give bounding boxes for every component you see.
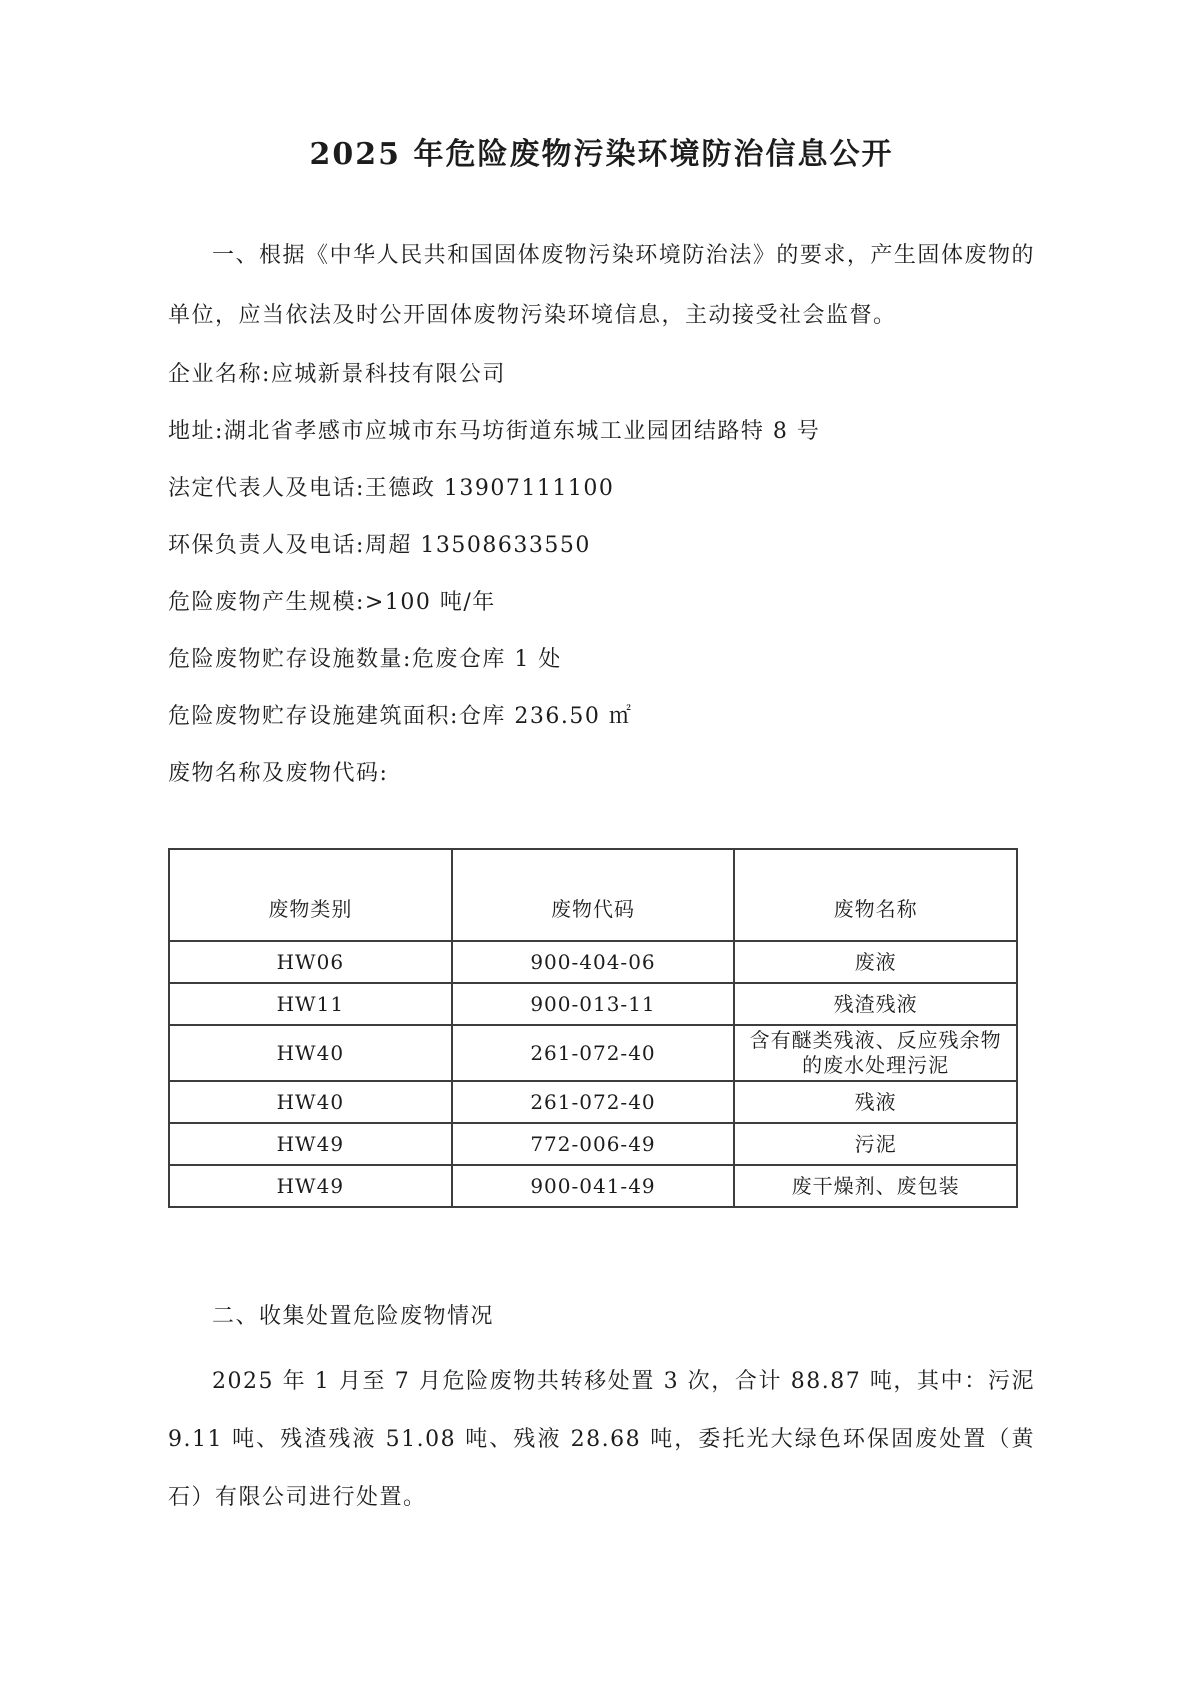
column-header-waste-name: 废物名称 (734, 849, 1017, 941)
table-row (169, 1123, 1017, 1165)
table-row (169, 1081, 1017, 1123)
cell-waste-category: HW40 (169, 1081, 452, 1123)
table-row (169, 1165, 1017, 1207)
cell-waste-code: 900-013-11 (452, 983, 735, 1025)
info-env-officer-phone: 环保负责人及电话:周超 13508633550 (168, 533, 591, 558)
cell-waste-category: HW40 (169, 1025, 452, 1081)
cell-waste-name: 废液 (734, 941, 1017, 983)
cell-waste-code: 261-072-40 (452, 1025, 735, 1081)
cell-waste-category: HW06 (169, 941, 452, 983)
section2-heading: 二、收集处置危险废物情况 (212, 1304, 495, 1329)
cell-waste-name: 废干燥剂、废包装 (734, 1165, 1017, 1207)
cell-waste-code: 261-072-40 (452, 1081, 735, 1123)
cell-waste-name: 污泥 (734, 1123, 1017, 1165)
waste-table-body (169, 941, 1017, 1207)
table-caption-waste-codes: 废物名称及废物代码: (168, 761, 389, 786)
info-storage-facility-area: 危险废物贮存设施建筑面积:仓库 236.50 ㎡ (168, 704, 633, 729)
cell-waste-category: HW49 (169, 1123, 452, 1165)
cell-waste-code: 900-404-06 (452, 941, 735, 983)
cell-waste-category: HW49 (169, 1165, 452, 1207)
info-waste-generation-scale: 危险废物产生规模:>100 吨/年 (168, 590, 496, 615)
cell-waste-name: 残渣残液 (734, 983, 1017, 1025)
paragraph-legal-basis: 一、根据《中华人民共和国固体废物污染环境防治法》的要求，产生固体废物的单位，应当依法及时公开固体废物污染环境信息，主动接受社会监督。 (168, 243, 1035, 328)
waste-table-header (169, 849, 1017, 941)
document-title: 2025 年危险废物污染环境防治信息公开 (309, 137, 894, 172)
info-legal-representative-phone: 法定代表人及电话:王德政 13907111100 (168, 476, 615, 501)
table-row (169, 1025, 1017, 1081)
info-company-name: 企业名称:应城新景科技有限公司 (168, 362, 506, 387)
waste-code-table (168, 848, 1018, 1208)
table-header-row (169, 849, 1017, 941)
paragraph-disposal-summary: 2025 年 1 月至 7 月危险废物共转移处置 3 次，合计 88.87 吨，其中：污泥 9.11 吨、残渣残液 51.08 吨、残液 28.68 吨，委托光大绿色环保固废处置（黄石）有限公司进行处置。 (168, 1369, 1035, 1510)
table-row (169, 983, 1017, 1025)
column-header-waste-code: 废物代码 (452, 849, 735, 941)
cell-waste-name: 残液 (734, 1081, 1017, 1123)
cell-waste-category: HW11 (169, 983, 452, 1025)
cell-waste-name: 含有醚类残液、反应残余物的废水处理污泥 (734, 1025, 1017, 1081)
table-row (169, 941, 1017, 983)
info-storage-facility-count: 危险废物贮存设施数量:危废仓库 1 处 (168, 647, 562, 672)
info-address: 地址:湖北省孝感市应城市东马坊街道东城工业园团结路特 8 号 (168, 419, 821, 444)
column-header-waste-category: 废物类别 (169, 849, 452, 941)
cell-waste-code: 772-006-49 (452, 1123, 735, 1165)
cell-waste-code: 900-041-49 (452, 1165, 735, 1207)
